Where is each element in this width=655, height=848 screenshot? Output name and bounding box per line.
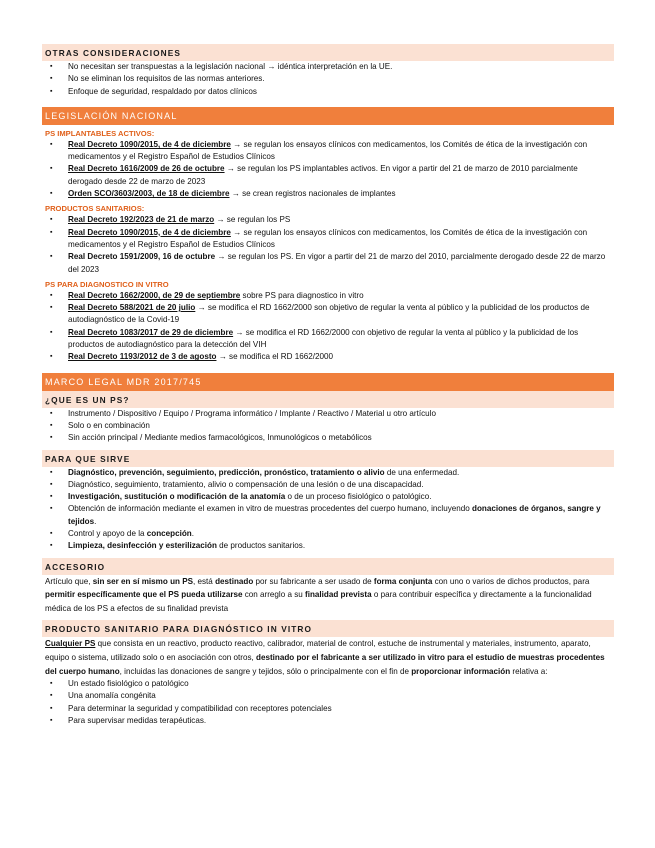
- list-item: ▪ Real Decreto 1090/2015, de 4 de diciembre → se regulan los ensayos clínicos con medicamentos, los Comités de ética de la investigación con medicamentos y el Registro Español de Estudios Clínicos: [42, 139, 614, 164]
- list-item: ▪ Diagnóstico, prevención, seguimiento, predicción, pronóstico, tratamiento o alivio de una enfermedad.: [42, 467, 614, 479]
- list-item: ▪ Real Decreto 1616/2009 de 26 de octubre → se regulan los PS implantables activos. En vigor a partir del 21 de marzo de 2010 parcialmente derogado desde 22 de marzo de 2023: [42, 163, 614, 188]
- otras-list: [42, 61, 614, 98]
- page-content: [42, 44, 614, 727]
- accesorio-definition: Artículo que, sin ser en sí mismo un PS, está destinado por su fabricante a ser usado de forma conjunta con uno o varios de dichos productos, para permitir específicamente que el PS pueda utilizarse con arreglo a su finalidad prevista o para contribuir específica y directamente a la funcionalidad médica de los PS a efectos de su finalidad prevista: [45, 576, 592, 613]
- list-item: ▪ Para supervisar medidas terapéuticas.: [42, 715, 614, 727]
- law-link[interactable]: Real Decreto 588/2021 de 20 julio: [68, 303, 196, 313]
- subsection-header-ivd: PRODUCTO SANITARIO PARA DIAGNÓSTICO IN VITRO: [42, 620, 614, 637]
- subheading-diagnostico: PS PARA DIAGNOSTICO IN VITRO: [45, 279, 169, 289]
- list-item: ▪ Real Decreto 1193/2012 de 3 de agosto → se modifica el RD 1662/2000: [42, 351, 614, 363]
- law-name: Real Decreto 1591/2009, 16 de octubre: [68, 252, 216, 262]
- list-item: ▪ Real Decreto 1083/2017 de 29 de diciembre → se modifica el RD 1662/2000 con objetivo de regular la venta al público y la publicidad de los productos de autodiagnóstico para la detección del VIH: [42, 327, 614, 352]
- law-link[interactable]: Real Decreto 1083/2017 de 29 de diciembre: [68, 327, 234, 337]
- section-header-legislacion: LEGISLACIÓN NACIONAL: [42, 107, 614, 125]
- list-item: ▪ Real Decreto 1090/2015, de 4 de diciembre → se regulan los ensayos clínicos con medicamentos, los Comités de ética de la investigación con medicamentos y el Registro Español de Estudios Clínicos: [42, 227, 614, 252]
- list-item: ▪ Real Decreto 1662/2000, de 29 de septiembre sobre PS para diagnostico in vitro: [42, 290, 614, 302]
- list-item: ▪ Investigación, sustitución o modificación de la anatomía o de un proceso fisiológico o patológico.: [42, 491, 614, 503]
- subsection-header-para-que: PARA QUE SIRVE: [42, 450, 614, 467]
- sanitarios-list: [42, 214, 614, 275]
- list-item: ▪ Una anomalía congénita: [42, 690, 614, 702]
- law-link[interactable]: Real Decreto 1193/2012 de 3 de agosto: [68, 352, 217, 362]
- law-link[interactable]: Real Decreto 1090/2015, de 4 de diciembre: [68, 139, 231, 149]
- list-item: ▪ Enfoque de seguridad, respaldado por datos clínicos: [42, 86, 614, 98]
- list-item: ▪ Real Decreto 1591/2009, 16 de octubre → se regulan los PS. En vigor a partir del 21 de marzo del 2010, parcialmente derogado desde 22 de marzo del 2023: [42, 251, 614, 276]
- list-item: ▪ Un estado fisiológico o patológico: [42, 678, 614, 690]
- list-item: ▪ Instrumento / Dispositivo / Equipo / Programa informático / Implante / Reactivo / Material u otro artículo: [42, 408, 614, 420]
- subsection-header-accesorio: ACCESORIO: [42, 558, 614, 575]
- diagnostico-list: [42, 290, 614, 364]
- subheading-sanitarios: PRODUCTOS SANITARIOS:: [45, 204, 145, 214]
- list-item: ▪ Control y apoyo de la concepción.: [42, 528, 614, 540]
- law-link[interactable]: Real Decreto 1662/2000, de 29 de septiembre: [68, 290, 241, 300]
- subsection-header-que-es: ¿QUE ES UN PS?: [42, 391, 614, 408]
- list-item: ▪ Para determinar la seguridad y compatibilidad con receptores potenciales: [42, 703, 614, 715]
- list-item: ▪ Solo o en combinación: [42, 420, 614, 432]
- section-header-otras: OTRAS CONSIDERACIONES: [42, 44, 614, 61]
- section-header-marco: MARCO LEGAL MDR 2017/745: [42, 373, 614, 391]
- list-item: ▪ Diagnóstico, seguimiento, tratamiento, alivio o compensación de una lesión o de una discapacidad.: [42, 479, 614, 491]
- list-item: ▪ Orden SCO/3603/2003, de 18 de diciembre → se crean registros nacionales de implantes: [42, 188, 614, 200]
- list-item: ▪ No se eliminan los requisitos de las normas anteriores.: [42, 73, 614, 85]
- ivd-list: [42, 678, 614, 727]
- list-item: ▪ Obtención de información mediante el examen in vitro de muestras procedentes del cuerpo humano, incluyendo donaciones de órganos, sangre y tejidos.: [42, 503, 614, 528]
- para-que-list: [42, 467, 614, 553]
- implantables-list: [42, 139, 614, 200]
- que-es-list: [42, 408, 614, 445]
- list-item: ▪ No necesitan ser transpuestas a la legislación nacional → idéntica interpretación en la UE.: [42, 61, 614, 73]
- law-link[interactable]: Orden SCO/3603/2003, de 18 de diciembre: [68, 189, 230, 199]
- law-link[interactable]: Real Decreto 192/2023 de 21 de marzo: [68, 215, 215, 225]
- list-item: ▪ Real Decreto 192/2023 de 21 de marzo → se regulan los PS: [42, 214, 614, 226]
- ivd-definition: Cualquier PS que consista en un reactivo, producto reactivo, calibrador, material de control, estuche de instrumental y materiales, instrumento, aparato, equipo o sistema, utilizado solo o en asociación con otros, destinado por el fabricante a ser utilizado in vitro para el estudio de muestras procedentes del cuerpo humano, incluidas las donaciones de sangre y tejidos, sólo o principalmente con el fin de proporcionar información relativa a:: [45, 639, 605, 676]
- list-item: ▪ Real Decreto 588/2021 de 20 julio → se modifica el RD 1662/2000 son objetivo de regular la venta al público y la publicidad de los productos de autodiagnóstico de la Covid-19: [42, 302, 614, 327]
- list-item: ▪ Sin acción principal / Mediante medios farmacológicos, Inmunológicos o metabólicos: [42, 432, 614, 444]
- law-link[interactable]: Real Decreto 1090/2015, de 4 de diciembre: [68, 227, 231, 237]
- list-item: ▪ Limpieza, desinfección y esterilización de productos sanitarios.: [42, 540, 614, 552]
- subheading-implantables: PS IMPLANTABLES ACTIVOS:: [45, 128, 155, 138]
- law-link[interactable]: Real Decreto 1616/2009 de 26 de octubre: [68, 164, 225, 174]
